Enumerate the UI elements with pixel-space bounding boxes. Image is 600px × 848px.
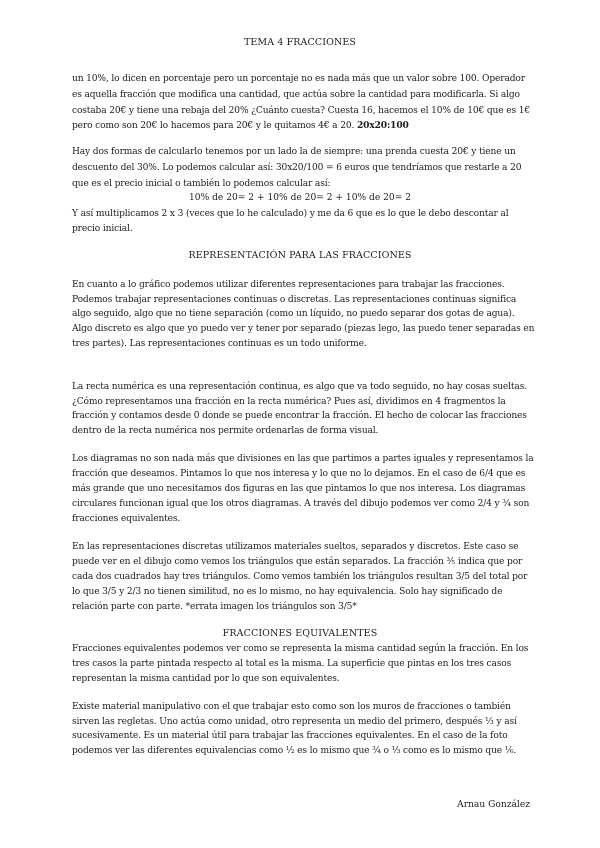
text-line: que es el precio inicial o también lo podemos calcular así: bbox=[72, 179, 331, 189]
section-heading: FRACCIONES EQUIVALENTES bbox=[222, 628, 378, 639]
text-line: Fracciones equivalentes podemos ver como se representa la misma cantidad según la fracción. En los bbox=[72, 644, 529, 654]
text-line: un 10%, lo dicen en porcentaje pero un porcentaje no es nada más que un valor sobre 100. Operador bbox=[72, 74, 525, 84]
text-line: precio inicial. bbox=[72, 224, 133, 234]
author-name: Arnau González bbox=[457, 800, 530, 810]
text-line: podemos ver las diferentes equivalencias como ½ es lo mismo que ¾ o ⅓ como es lo mismo que ⅙. bbox=[72, 746, 517, 756]
text-line: Los diagramas no son nada más que divisiones en las que partimos a partes iguales y representamos la bbox=[72, 454, 534, 464]
section-heading: REPRESENTACIÓN PARA LAS FRACCIONES bbox=[188, 250, 412, 261]
text-line: Existe material manipulativo con el que trabajar esto como son los muros de fracciones o también bbox=[72, 702, 511, 712]
text-line: fracción que deseamos. Pintamos lo que nos interesa y lo que no lo dejamos. En el caso de 6/4 que es bbox=[72, 469, 526, 479]
text-line: puede ver en el dibujo como vemos los triángulos que están separados. La fracción ⅗ indica que por bbox=[72, 557, 523, 567]
text-line: costaba 20€ y tiene una rebaja del 20% ¿Cuánto cuesta? Cuesta 16, hacemos el 10% de 10€ que es 1€ bbox=[72, 106, 530, 116]
text-line: Podemos trabajar representaciones continuas o discretas. Las representaciones continuas significa bbox=[72, 295, 517, 305]
text-line bbox=[72, 120, 409, 132]
text-line: En cuanto a lo gráfico podemos utilizar diferentes representaciones para trabajar las fracciones. bbox=[72, 280, 505, 290]
text-line: sirven las regletas. Uno actúa como unidad, otro representa un medio del primero, después ⅓ y así bbox=[72, 717, 517, 727]
text-line: representan la misma cantidad por lo que son equivalentes. bbox=[72, 674, 340, 684]
text-line: dentro de la recta numérica nos permite ordenarlas de forma visual. bbox=[72, 426, 379, 436]
text-line: tres partes). Las representaciones continuas es un todo uniforme. bbox=[72, 339, 367, 349]
text-line: algo seguido, algo que no tiene separación (como un líquido, no puedo separar dos gotas de agua). bbox=[72, 309, 515, 319]
text-line: sucesivamente. Es un material útil para trabajar las fracciones equivalentes. En el caso de la foto bbox=[72, 731, 508, 741]
text-line: más grande que uno necesitamos dos figuras en las que pintamos lo que nos interesa. Los diagramas bbox=[72, 484, 526, 494]
text-line: lo que 3/5 y 2/3 no tienen similitud, no es lo mismo, no hay equivalencia. Solo hay significado de bbox=[72, 587, 503, 597]
formula-line: 10% de 20= 2 + 10% de 20= 2 + 10% de 20= 2 bbox=[189, 193, 411, 203]
text-line: relación parte con parte. *errata imagen los triángulos son 3/5* bbox=[72, 602, 357, 612]
text-span: pero como son 20€ lo hacemos para 20€ y le quitamos 4€ a 20. bbox=[72, 121, 355, 131]
bold-formula: 20x20:100 bbox=[356, 120, 409, 131]
text-line: La recta numérica es una representación continua, es algo que va todo seguido, no hay cosas sueltas. bbox=[72, 382, 527, 392]
text-line: circulares funcionan igual que los otros diagramas. A través del dibujo podemos ver como 2/4 y ¾ son bbox=[72, 499, 530, 509]
text-line: cada dos cuadrados hay tres triángulos. Como vemos también los triángulos resultan 3/5 del total por bbox=[72, 572, 528, 582]
page-title: TEMA 4 FRACCIONES bbox=[243, 37, 357, 48]
text-line: fracciones equivalentes. bbox=[72, 514, 181, 524]
text-line: descuento del 30%. Lo podemos calcular así: 30x20/100 = 6 euros que tendríamos que restarle a 20 bbox=[72, 163, 522, 173]
text-line: Algo discreto es algo que yo puedo ver y tener por separado (piezas lego, las puedo tener separadas en bbox=[72, 324, 535, 334]
text-line: fracción y contamos desde 0 donde se puede encontrar la fracción. El hecho de colocar las fracciones bbox=[72, 411, 527, 421]
text-line: Y así multiplicamos 2 x 3 (veces que lo he calculado) y me da 6 que es lo que le debo descontar al bbox=[72, 209, 509, 219]
text-line: es aquella fracción que modifica una cantidad, que actúa sobre la cantidad para modificarla. Si algo bbox=[72, 90, 520, 100]
text-line: tres casos la parte pintada respecto al total es la misma. La superficie que pintas en los tres casos bbox=[72, 659, 512, 669]
text-line: Hay dos formas de calcularlo tenemos por un lado la de siempre: una prenda cuesta 20€ y tiene un bbox=[72, 147, 516, 157]
text-line: En las representaciones discretas utilizamos materiales sueltos, separados y discretos. Este caso se bbox=[72, 542, 519, 552]
text-line: ¿Cómo representamos una fracción en la recta numérica? Pues así, dividimos en 4 fragmentos la bbox=[72, 397, 506, 407]
